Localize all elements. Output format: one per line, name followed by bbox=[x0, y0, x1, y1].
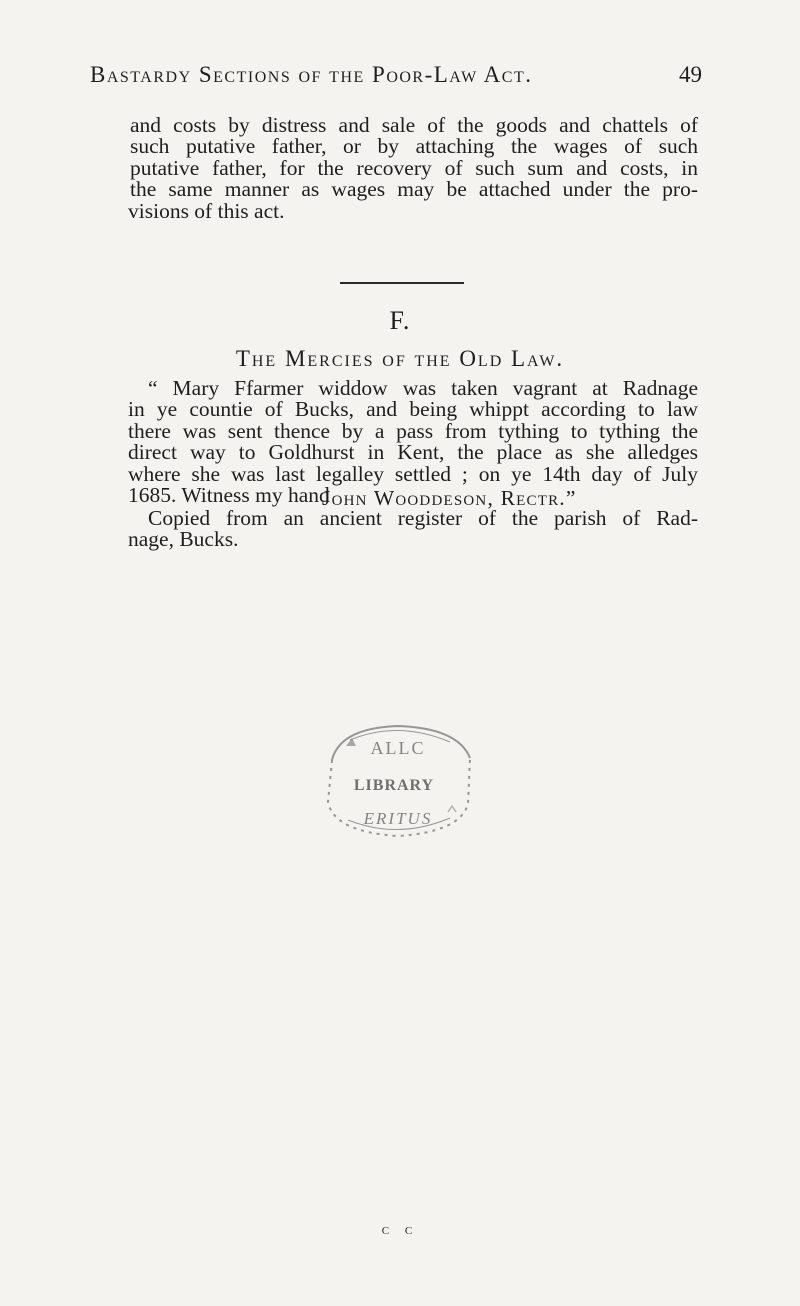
text-line: visions of this act. bbox=[128, 198, 285, 223]
text-line: Copied from an ancient register of the parish of Rad- bbox=[148, 506, 698, 530]
svg-text:ERITUS: ERITUS bbox=[363, 809, 433, 828]
section-divider bbox=[340, 282, 464, 284]
library-stamp bbox=[310, 720, 486, 842]
section-letter: F. bbox=[389, 306, 411, 335]
text-line: such putative father, or by attaching the wages of such bbox=[130, 134, 698, 159]
text-line: direct way to Goldhurst in Kent, the place as she alledges bbox=[128, 440, 698, 465]
section-title: The Mercies of the Old Law. bbox=[235, 346, 565, 371]
text-line: the same manner as wages may be attached under the pro- bbox=[130, 177, 698, 202]
text-line: and costs by distress and sale of the goods and chattels of bbox=[130, 113, 698, 137]
text-line: in ye countie of Bucks, and being whippt according to law bbox=[128, 397, 698, 422]
svg-text:ALLC: ALLC bbox=[370, 738, 426, 758]
text-line: nage, Bucks. bbox=[128, 527, 239, 552]
running-header bbox=[90, 62, 702, 96]
svg-text:LIBRARY: LIBRARY bbox=[353, 777, 435, 794]
running-title: Bastardy Sections of the Poor-Law Act. bbox=[90, 62, 533, 87]
library-stamp-icon bbox=[310, 720, 486, 842]
signature-mark: c c bbox=[381, 1222, 419, 1238]
text-line: 1685. Witness my hand bbox=[128, 483, 330, 508]
paragraph-continuation bbox=[130, 115, 698, 222]
source-note bbox=[130, 508, 698, 551]
page-number: 49 bbox=[679, 62, 702, 87]
text-line: putative father, for the recovery of such sum and costs, in bbox=[130, 155, 698, 180]
text-line: there was sent thence by a pass from tything to tything the bbox=[128, 418, 698, 443]
text-line: “ Mary Ffarmer widdow was taken vagrant at Radnage bbox=[148, 376, 698, 400]
text-line: where she was last legalley settled ; on ye 14th day of July bbox=[128, 461, 698, 486]
record-signature: John Wooddeson, Rectr.” bbox=[322, 486, 577, 510]
